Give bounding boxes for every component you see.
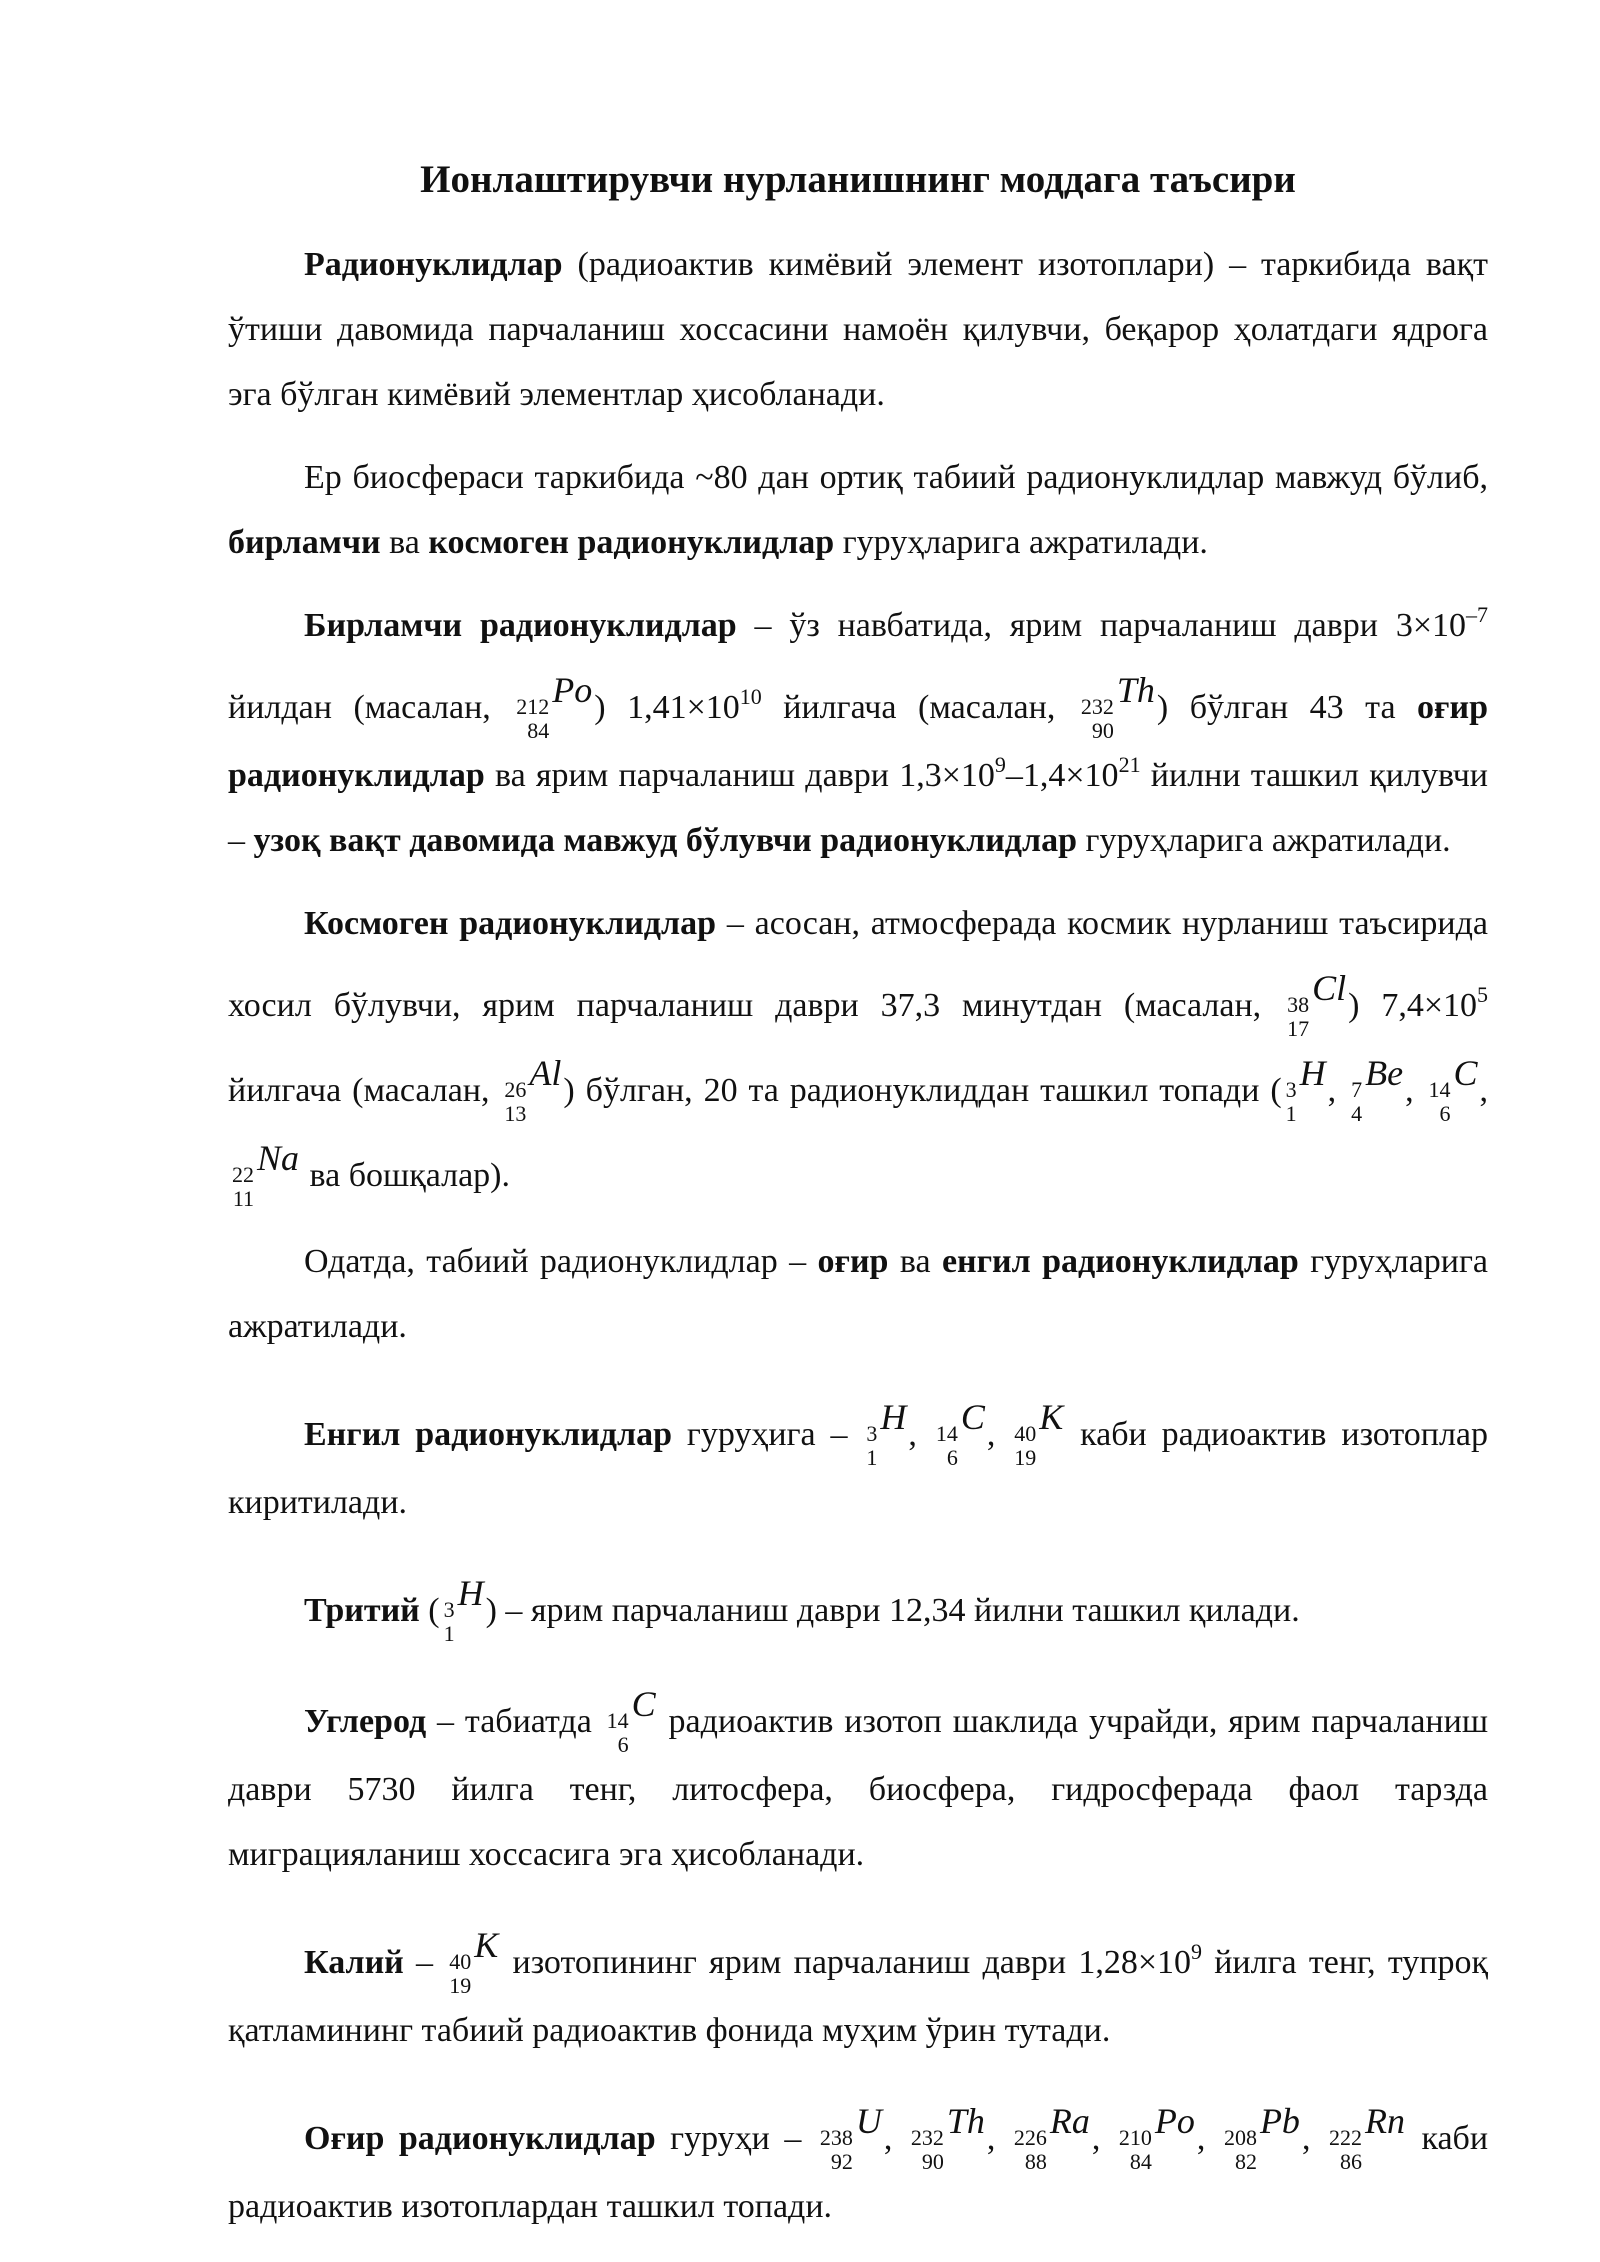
mass-number: 232 bbox=[910, 2125, 944, 2150]
mass-number: 222 bbox=[1328, 2125, 1362, 2150]
nuclide-th-232 bbox=[907, 2089, 987, 2174]
paragraph-text: гуруҳларига ажратилади. bbox=[834, 524, 1208, 561]
nuclide-c-14 bbox=[932, 1385, 987, 1470]
element-symbol: C bbox=[1453, 1053, 1478, 1093]
bold-term: оғир bbox=[817, 1243, 889, 1280]
paragraph-text: ) – ярим парчаланиш даври 12,34 йилни ташкил қилади. bbox=[485, 1592, 1300, 1629]
paragraph-text: ) бўлган, 20 та радионуклиддан ташкил топади ( bbox=[563, 1072, 1282, 1109]
mass-number: 212 bbox=[516, 694, 550, 719]
paragraph-text: изотопининг ярим парчаланиш даври 1,28×10 bbox=[500, 1944, 1191, 1981]
element-symbol: Th bbox=[946, 2101, 985, 2141]
exponent: –7 bbox=[1466, 602, 1488, 627]
atomic-number: 92 bbox=[830, 2149, 853, 2174]
nuclide-be-7 bbox=[1347, 1041, 1405, 1126]
paragraph-biosphere bbox=[228, 445, 1488, 575]
paragraph-text: ва ярим парчаланиш даври 1,3×10 bbox=[484, 757, 995, 794]
bold-term: Тритий bbox=[304, 1592, 420, 1629]
element-symbol: Pb bbox=[1259, 2101, 1300, 2141]
mass-number: 14 bbox=[1428, 1077, 1451, 1102]
mass-number: 238 bbox=[819, 2125, 853, 2150]
exponent: 5 bbox=[1477, 982, 1489, 1007]
bold-term: Космоген радионуклидлар bbox=[304, 905, 716, 942]
paragraph-text: йилга тенг, тупроқ қатламининг табиий радиоактив фонида муҳим ўрин тутади. bbox=[228, 1944, 1488, 2049]
mass-number: 3 bbox=[866, 1421, 878, 1446]
atomic-number: 13 bbox=[504, 1101, 527, 1126]
nuclide-h-3 bbox=[1282, 1041, 1328, 1126]
paragraph-text: йилдан (масалан, bbox=[228, 689, 513, 726]
mass-number: 22 bbox=[232, 1162, 254, 1187]
bold-term: Енгил радионуклидлар bbox=[304, 1416, 672, 1453]
element-symbol: Na bbox=[257, 1138, 300, 1178]
paragraph-text: ) бўлган 43 та bbox=[1156, 689, 1418, 726]
element-symbol: C bbox=[631, 1684, 656, 1724]
mass-number: 14 bbox=[606, 1708, 629, 1733]
nuclide-c-14 bbox=[1425, 1041, 1480, 1126]
exponent: 9 bbox=[1191, 1939, 1202, 1964]
paragraph-text: (радиоактив кимёвий элемент изотоплари) – таркибида вақт ўтиши давомида парчаланиш хоссасини намоён қилувчи, беқарор ҳолатдаги ядрога эга бўлган кимёвий элементлар ҳисобланади. bbox=[228, 246, 1488, 413]
separator: , bbox=[1301, 2120, 1325, 2157]
paragraph-text: – асосан, атмосферада космик нурланиш таъсирида хосил бўлувчи, ярим парчаланиш даври 37,3 минутдан (масалан, bbox=[228, 905, 1488, 1024]
bold-term: оғир радионуклидлар bbox=[228, 689, 1488, 794]
element-symbol: H bbox=[457, 1573, 484, 1613]
atomic-number: 84 bbox=[1129, 2149, 1152, 2174]
separator: , bbox=[986, 2120, 1010, 2157]
mass-number: 40 bbox=[1014, 1421, 1037, 1446]
mass-number: 3 bbox=[443, 1597, 455, 1622]
mass-number: 7 bbox=[1351, 1077, 1363, 1102]
nuclide-th-232 bbox=[1077, 658, 1157, 743]
bold-term: бирламчи bbox=[228, 524, 381, 561]
element-symbol: Th bbox=[1116, 670, 1155, 710]
paragraph-carbon bbox=[228, 1672, 1488, 1887]
paragraph-text: гуруҳларига ажратилади. bbox=[1077, 822, 1451, 859]
element-symbol: Ra bbox=[1049, 2101, 1090, 2141]
paragraph-potassium bbox=[228, 1913, 1488, 2063]
atomic-number: 84 bbox=[527, 718, 550, 743]
nuclide-h-3 bbox=[862, 1385, 908, 1470]
paragraph-cosmogenic-radionuclides bbox=[228, 891, 1488, 1211]
exponent: 21 bbox=[1118, 752, 1141, 777]
element-symbol: K bbox=[474, 1925, 499, 1965]
mass-number: 14 bbox=[935, 1421, 958, 1446]
element-symbol: U bbox=[855, 2101, 882, 2141]
nuclide-rn-222 bbox=[1325, 2089, 1407, 2174]
paragraph-text: йилгача (масалан, bbox=[228, 1072, 501, 1109]
atomic-number: 88 bbox=[1024, 2149, 1047, 2174]
element-symbol: H bbox=[880, 1397, 907, 1437]
paragraph-tritium bbox=[228, 1561, 1488, 1646]
separator: , bbox=[986, 1416, 1011, 1453]
element-symbol: Al bbox=[529, 1053, 562, 1093]
paragraph-light-radionuclides bbox=[228, 1385, 1488, 1535]
atomic-number: 86 bbox=[1339, 2149, 1362, 2174]
paragraph-text: – табиатда bbox=[426, 1703, 603, 1740]
element-symbol: H bbox=[1299, 1053, 1326, 1093]
atomic-number: 1 bbox=[443, 1621, 455, 1646]
element-symbol: K bbox=[1039, 1397, 1064, 1437]
separator: , bbox=[908, 1416, 932, 1453]
paragraph-text: йилгача (масалан, bbox=[761, 689, 1077, 726]
atomic-number: 82 bbox=[1234, 2149, 1257, 2174]
mass-number: 210 bbox=[1118, 2125, 1152, 2150]
separator: , bbox=[1405, 1072, 1425, 1109]
paragraph-text: радиоактив изотоп шаклида учрайди, ярим парчаланиш даври 5730 йилга тенг, литосфера, биосфера, гидросферада фаол тарзда миграцияланиш хоссасига эга ҳисобланади. bbox=[228, 1703, 1488, 1873]
mass-number: 232 bbox=[1080, 694, 1114, 719]
paragraph-text: гуруҳларига ажратилади. bbox=[228, 1243, 1489, 1345]
element-symbol: Po bbox=[1154, 2101, 1195, 2141]
paragraph-text: ) 7,4×10 bbox=[1348, 987, 1478, 1024]
paragraph-text: ( bbox=[419, 1592, 440, 1629]
nuclide-pb-208 bbox=[1220, 2089, 1302, 2174]
separator: , bbox=[883, 2120, 907, 2157]
atomic-number: 19 bbox=[1014, 1445, 1037, 1470]
bold-term: Радионуклидлар bbox=[304, 246, 563, 283]
paragraph-text: каби радиоактив изотоплар киритилади. bbox=[228, 1416, 1489, 1521]
nuclide-cl-38 bbox=[1283, 956, 1348, 1041]
document-page bbox=[228, 140, 1488, 2239]
bold-term: Бирламчи радионуклидлар bbox=[304, 607, 737, 644]
bold-term: узоқ вақт давомида мавжуд бўлувчи радионуклидлар bbox=[253, 822, 1077, 859]
mass-number: 208 bbox=[1223, 2125, 1257, 2150]
paragraph-text: ва бошқалар). bbox=[301, 1157, 510, 1194]
exponent: 10 bbox=[739, 684, 762, 709]
element-symbol: Rn bbox=[1364, 2101, 1405, 2141]
nuclide-h-3 bbox=[440, 1561, 486, 1646]
atomic-number: 90 bbox=[1091, 718, 1114, 743]
mass-number: 40 bbox=[449, 1949, 472, 1974]
paragraph-text: ва bbox=[888, 1243, 942, 1280]
separator: , bbox=[1327, 1072, 1348, 1109]
mass-number: 226 bbox=[1013, 2125, 1047, 2150]
atomic-number: 90 bbox=[921, 2149, 944, 2174]
paragraph-text: Одатда, табиий радионуклидлар – bbox=[304, 1243, 818, 1280]
separator: , bbox=[1479, 1072, 1489, 1109]
nuclide-na-22 bbox=[228, 1126, 301, 1211]
element-symbol: Po bbox=[552, 670, 593, 710]
bold-term: Углерод bbox=[304, 1703, 427, 1740]
paragraph-text: гуруҳи – bbox=[655, 2120, 816, 2157]
atomic-number: 11 bbox=[232, 1186, 254, 1211]
mass-number: 26 bbox=[504, 1077, 527, 1102]
atomic-number: 6 bbox=[946, 1445, 958, 1470]
atomic-number: 17 bbox=[1287, 1016, 1310, 1041]
bold-term: енгил радионуклидлар bbox=[941, 1243, 1299, 1280]
document-title: Ионлаштирувчи нурланишнинг моддага таъсири bbox=[420, 158, 1296, 201]
separator: , bbox=[1091, 2120, 1115, 2157]
paragraph-heavy-radionuclides bbox=[228, 2089, 1488, 2239]
atomic-number: 4 bbox=[1351, 1101, 1363, 1126]
paragraph-text: – ўз навбатида, ярим парчаланиш даври 3×10 bbox=[736, 607, 1466, 644]
nuclide-al-26 bbox=[500, 1041, 563, 1126]
paragraph-text: йилни ташкил қилувчи – bbox=[228, 757, 1488, 859]
paragraph-classification bbox=[228, 1229, 1488, 1359]
atomic-number: 6 bbox=[617, 1732, 629, 1757]
nuclide-k-40 bbox=[445, 1913, 500, 1998]
paragraph-radionuclides-definition bbox=[228, 232, 1488, 427]
atomic-number: 19 bbox=[449, 1973, 472, 1998]
atomic-number: 1 bbox=[1285, 1101, 1297, 1126]
paragraph-text: ва bbox=[380, 524, 429, 561]
paragraph-primary-radionuclides bbox=[228, 593, 1488, 873]
mass-number: 38 bbox=[1287, 992, 1310, 1017]
atomic-number: 6 bbox=[1439, 1101, 1451, 1126]
element-symbol: Be bbox=[1365, 1053, 1404, 1093]
paragraph-text: Ер биосфераси таркибида ~80 дан ортиқ табиий радионуклидлар мавжуд бўлиб, bbox=[304, 459, 1488, 496]
mass-number: 3 bbox=[1285, 1077, 1297, 1102]
nuclide-u-238 bbox=[816, 2089, 884, 2174]
bold-term: космоген радионуклидлар bbox=[428, 524, 835, 561]
nuclide-k-40 bbox=[1010, 1385, 1065, 1470]
paragraph-text: – bbox=[403, 1944, 446, 1981]
bold-term: Калий bbox=[304, 1944, 404, 1981]
separator: , bbox=[1196, 2120, 1220, 2157]
nuclide-ra-226 bbox=[1010, 2089, 1092, 2174]
paragraph-text: гуруҳига – bbox=[672, 1416, 863, 1453]
paragraph-text: ) 1,41×10 bbox=[594, 689, 740, 726]
nuclide-c-14 bbox=[603, 1672, 658, 1757]
nuclide-po-210 bbox=[1115, 2089, 1197, 2174]
atomic-number: 1 bbox=[866, 1445, 878, 1470]
nuclide-po-212 bbox=[512, 658, 594, 743]
paragraph-text: каби радиоактив изотоплардан ташкил топади. bbox=[228, 2120, 1489, 2225]
element-symbol: C bbox=[960, 1397, 985, 1437]
exponent: 9 bbox=[994, 752, 1006, 777]
bold-term: Оғир радионуклидлар bbox=[304, 2120, 656, 2157]
element-symbol: Cl bbox=[1312, 968, 1347, 1008]
paragraph-text: –1,4×10 bbox=[1005, 757, 1119, 794]
